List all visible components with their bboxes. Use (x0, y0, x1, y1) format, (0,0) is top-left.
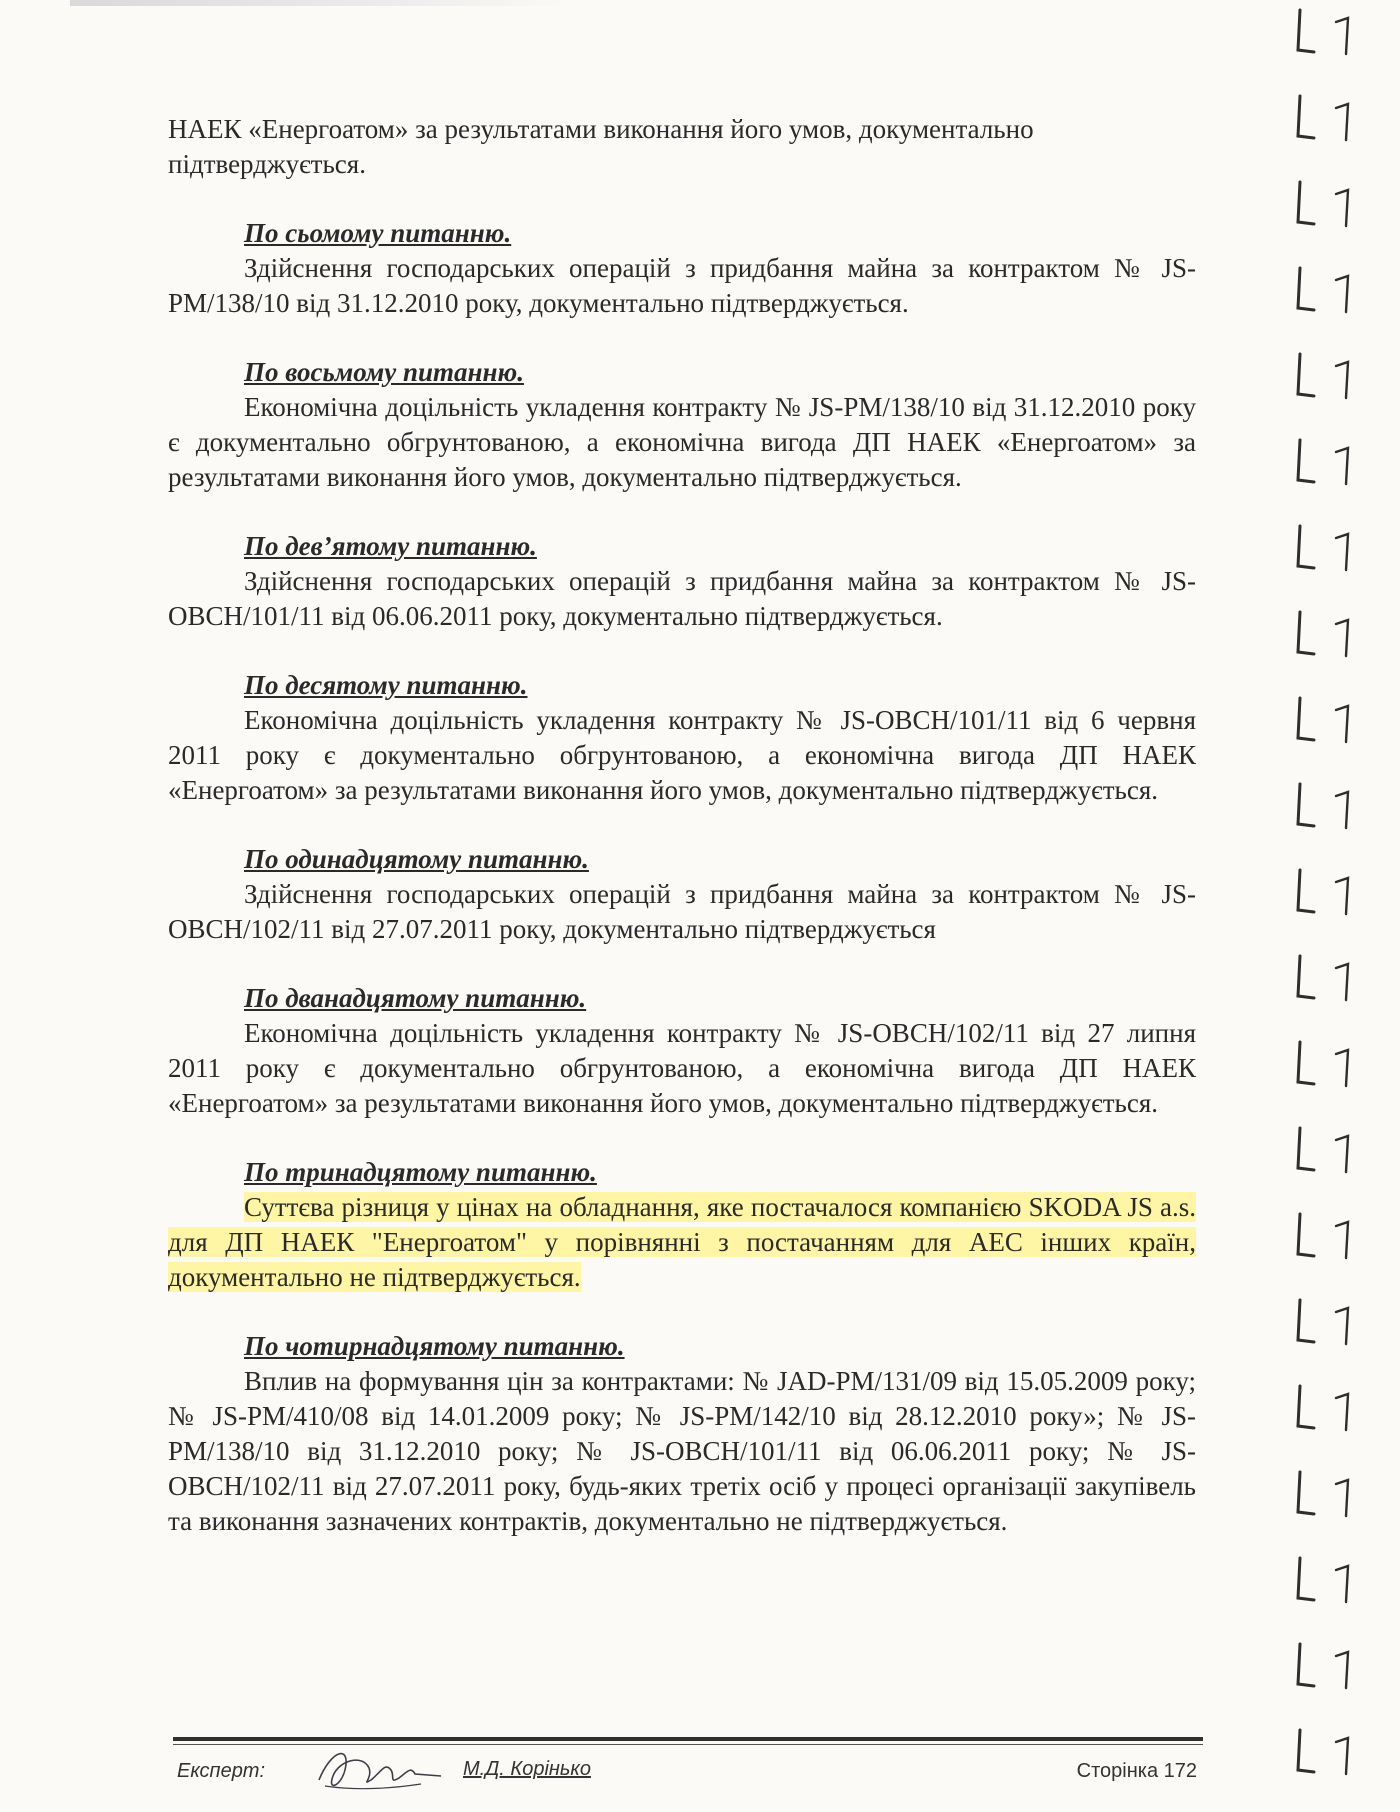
section-heading: По чотирнадцятому питанню. (244, 1331, 625, 1361)
intro-line-1: НАЕК «Енергоатом» за результатами виконання його умов, документально (168, 114, 1034, 144)
intro-paragraph (168, 112, 1196, 182)
section-10 (168, 668, 1196, 808)
intro-line-2: підтверджується. (168, 149, 366, 179)
section-body: Економічна доцільність укладення контракту № JS-OBCH/102/11 від 27 липня 2011 року є документально обгрунтованою, а економічна вигода ДП НАЕК «Енергоатом» за результатами виконання його умов, документально підтверджується. (168, 1018, 1196, 1118)
section-body: Здійснення господарських операцій з придбання майна за контрактом № JS-PM/138/10 від 31.12.2010 року, документально підтверджується. (168, 253, 1196, 318)
section-heading: По дев’ятому питанню. (244, 531, 537, 561)
document-body (168, 112, 1196, 1539)
section-body: Здійснення господарських операцій з придбання майна за контрактом № JS-OBCH/101/11 від 06.06.2011 року, документально підтверджується. (168, 566, 1196, 631)
scan-top-edge (70, 0, 570, 6)
page-number: Сторінка 172 (1076, 1760, 1197, 1782)
section-7 (168, 216, 1196, 321)
expert-name: М.Д. Корінько (463, 1758, 591, 1780)
page-footer (173, 1752, 1203, 1792)
section-heading: По десятому питанню. (244, 670, 528, 700)
section-body: Здійснення господарських операцій з придбання майна за контрактом № JS-OBCH/102/11 від 27.07.2011 року, документально підтверджується (168, 879, 1196, 944)
section-body-highlighted (168, 1190, 1196, 1295)
section-heading: По одинадцятому питанню. (244, 844, 589, 874)
section-heading: По дванадцятому питанню. (244, 983, 587, 1013)
section-8 (168, 355, 1196, 495)
section-heading: По восьмому питанню. (244, 357, 524, 387)
section-heading: По сьомому питанню. (244, 218, 512, 248)
section-12 (168, 981, 1196, 1121)
expert-label: Експерт: (177, 1760, 266, 1782)
section-14 (168, 1329, 1196, 1539)
section-body: Економічна доцільність укладення контракту № JS-PM/138/10 від 31.12.2010 року є документально обгрунтованою, а економічна вигода ДП НАЕК «Енергоатом» за результатами виконання його умов, документально підтверджується. (168, 392, 1196, 492)
spiral-binding-icon (1288, 0, 1400, 1812)
section-body: Вплив на формування цін за контрактами: № JAD-PM/131/09 від 15.05.2009 року; № JS-PM/410/08 від 14.01.2009 року; № JS-PM/142/10 від 28.12.2010 року»; № JS-PM/138/10 від 31.12.2010 року; № JS-OBCH/101/11 від 06.06.2011 року; № JS-OBCH/102/11 від 27.07.2011 року, будь-яких третіх осіб у процесі організації закупівель та виконання зазначених контрактів, документально не підтверджується. (168, 1366, 1196, 1536)
section-11 (168, 842, 1196, 947)
section-body: Економічна доцільність укладення контракту № JS-OBCH/101/11 від 6 червня 2011 року є документально обгрунтованою, а економічна вигода ДП НАЕК «Енергоатом» за результатами виконання його умов, документально підтверджується. (168, 705, 1196, 805)
section-heading: По тринадцятому питанню. (244, 1157, 597, 1187)
section-13 (168, 1155, 1196, 1295)
section-9 (168, 529, 1196, 634)
signature-icon (311, 1740, 451, 1798)
highlighted-text: Суттєва різниця у цінах на обладнання, яке постачалося компанією SKODA JS a.s. для ДП НАЕК "Енергоатом" у порівнянні з постачанням для АЕС інших країн, документально не підтверджується. (168, 1192, 1196, 1292)
